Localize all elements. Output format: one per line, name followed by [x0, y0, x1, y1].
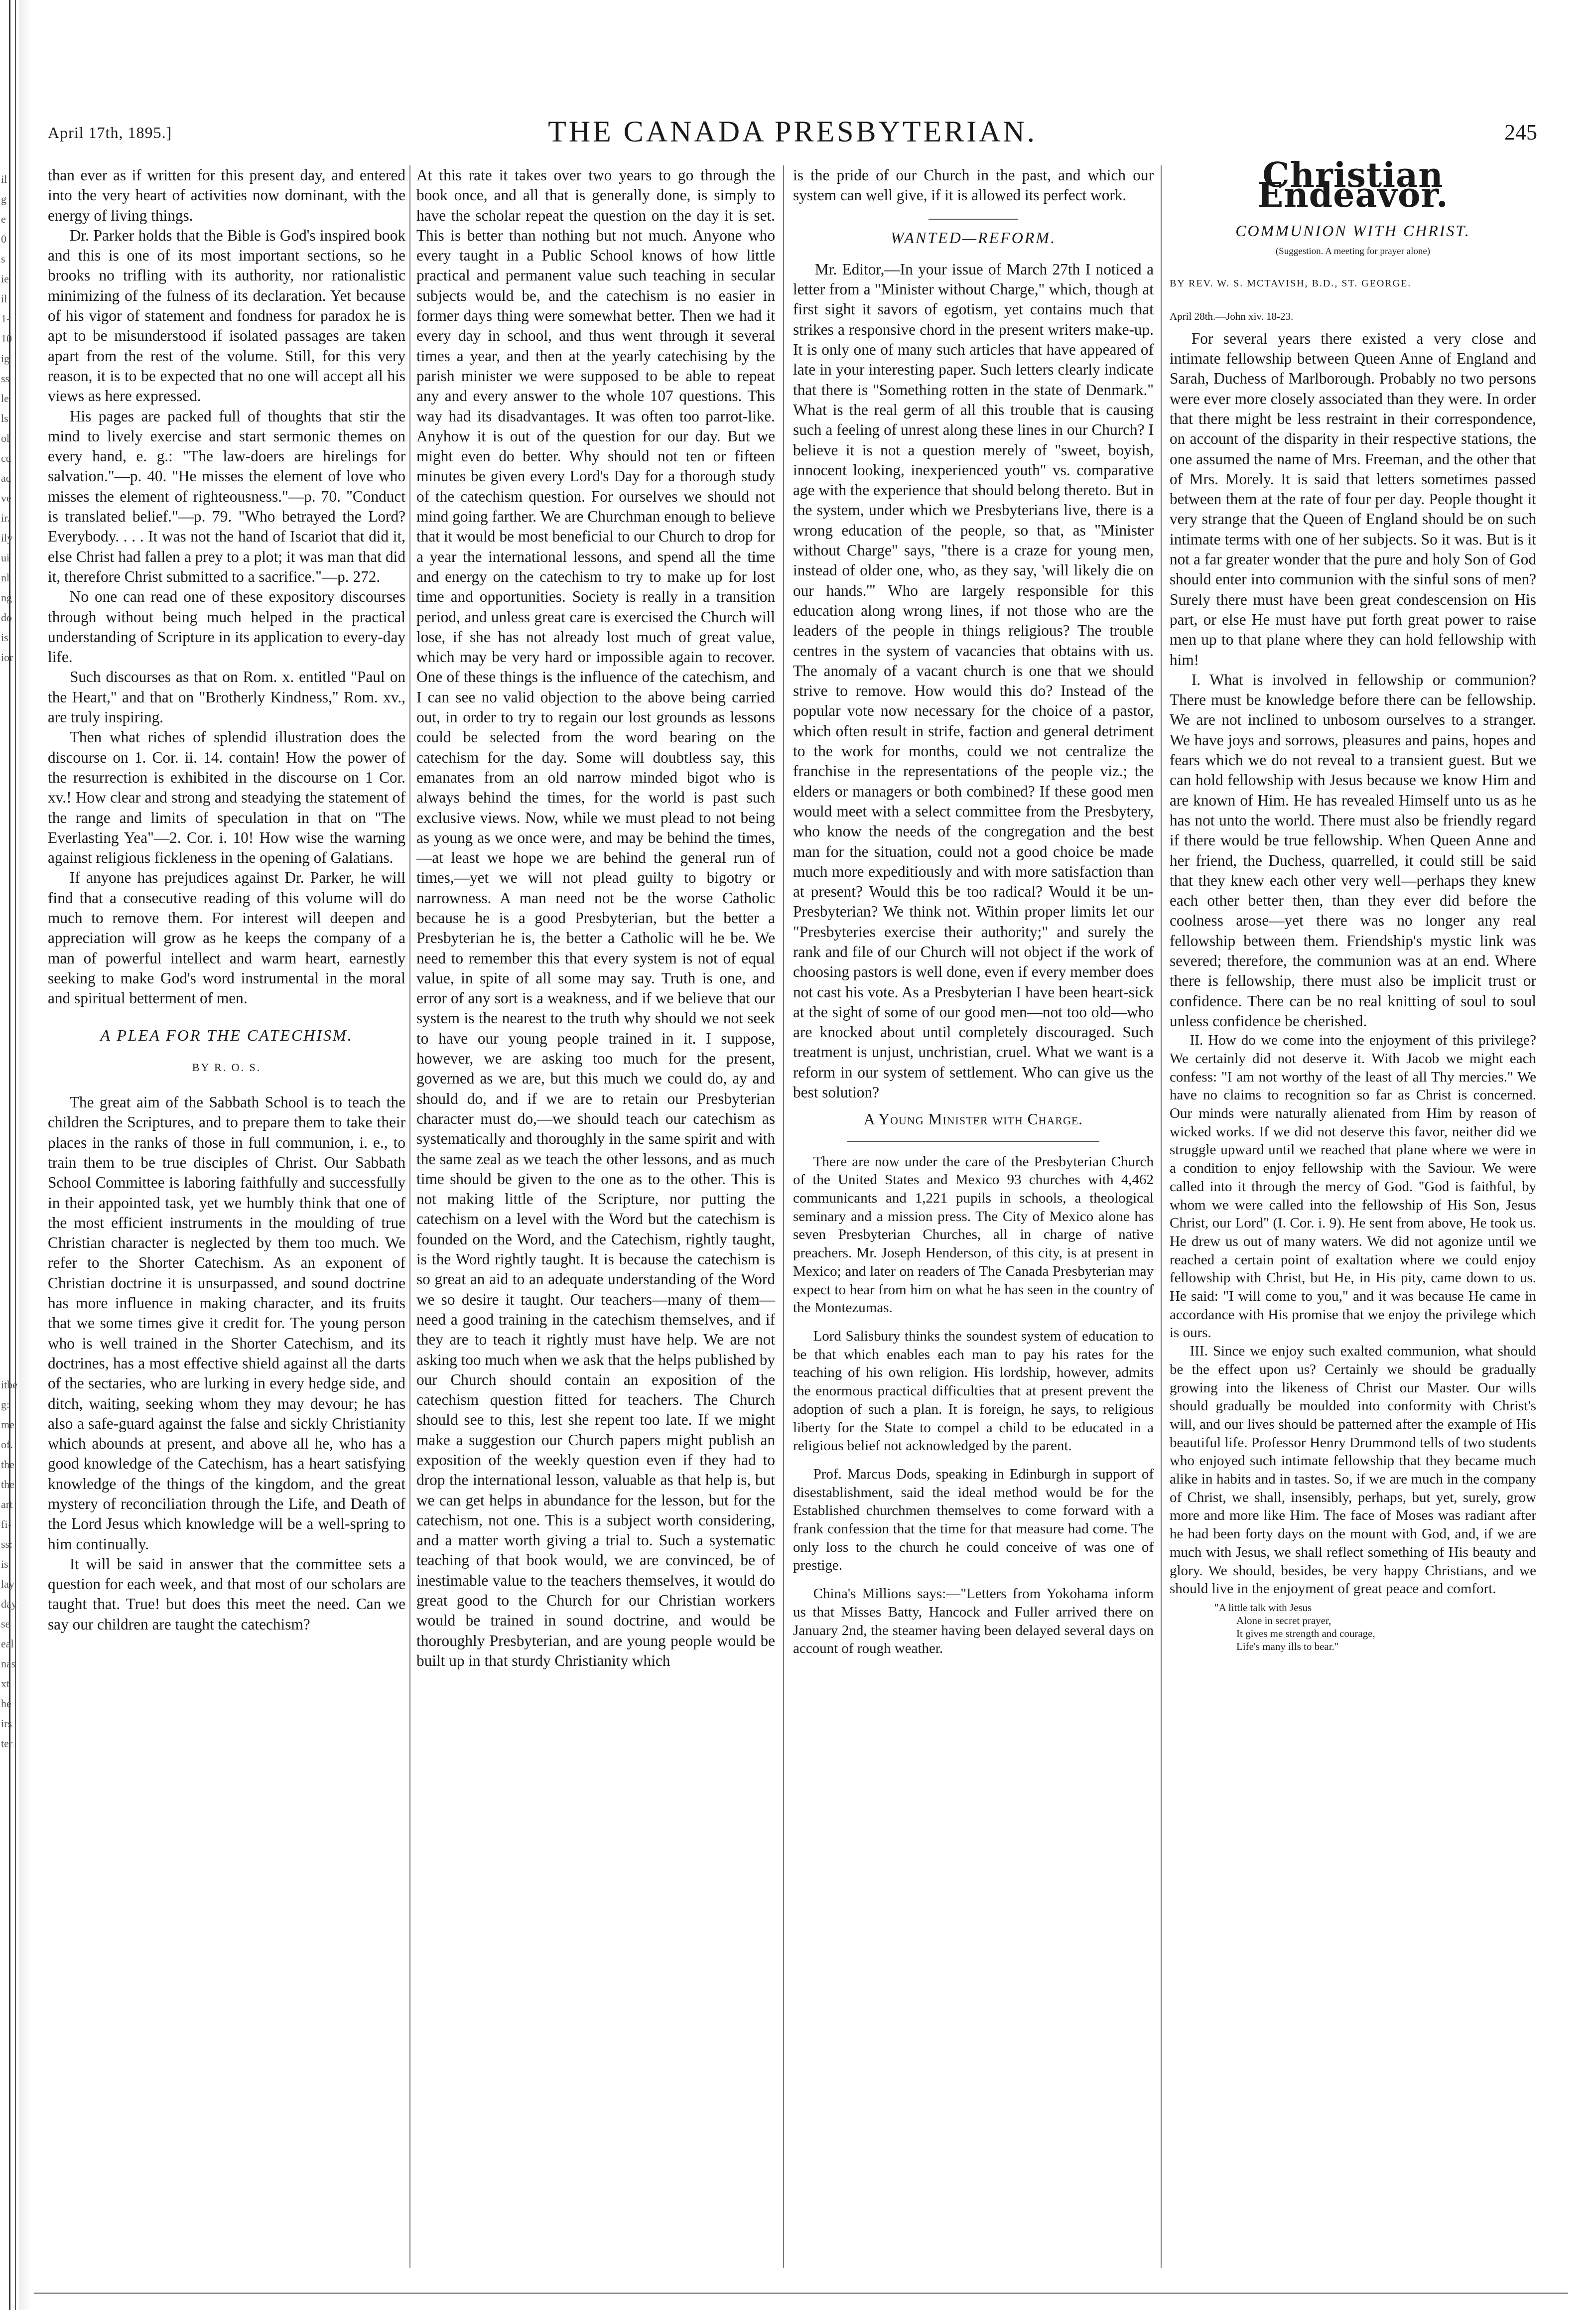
news-paragraph: There are now under the care of the Presbyterian Church of the United States and Mexico 93 churches with 4,462 communicants and 1,221 pupils in schools, a theological seminary and a mission press. The City of Mexico alone has seven Presbyterian Churches, all in charge of native preachers. Mr. Joseph Henderson, of this city, is at present in Mexico; and later on readers of The Canada Presbyterian may expect to hear from him on what he has seen in the country of the Montezumas. [793, 1153, 1154, 1316]
lesson-continued [1170, 1031, 1536, 1598]
paragraph: For several years there existed a very close and intimate fellowship between Queen Anne of England and Sarah, Duchess of Marlborough. Probably no two persons were ever more closely associated than they were. In order that there might be less restraint in their correspondence, on account of the disparity in their respective stations, the one assumed the name of Mrs. Freeman, and the other that of Mrs. Morely. It is said that letters sometimes passed between them at the rate of four per day. People thought it very strange that the Queen of England should be on such intimate terms with one of her subjects. So it was. But is it not a far greater wonder that the pure and holy Son of God should enter into communion with the sinful sons of men? Surely there must have been great condescension on His part, or else He must have put forth great power to raise men up to that plane where they can hold fellowship with him! [1170, 329, 1536, 669]
paragraph: is the pride of our Church in the past, and which our system can well give, if it is allowed its perfect work. [793, 166, 1154, 204]
column-2 [416, 165, 775, 1671]
lesson-byline: BY REV. W. S. MCTAVISH, B.D., ST. GEORGE. [1170, 278, 1412, 289]
article-heading: WANTED—REFORM. [890, 228, 1057, 247]
section-rule [847, 1141, 1100, 1142]
poem-line: It gives me strength and courage, [1236, 1627, 1375, 1639]
paragraph: It will be said in answer that the committee sets a question for each week, and that most of our scholars are taught that. True! but does this meet the need. Can we say our children are taught the catechism? [48, 1555, 405, 1633]
page-bottom-rule [34, 2293, 1568, 2294]
paragraph: Then what riches of splendid illustration does the discourse on 1. Cor. ii. 14. contain! How the power of the resurrection is exhibited in the discourse on 1 Cor. xv.! How clear and strong and steadying the statement of the range and limits of speculation in that on "The Everlasting Yea"—2. Cor. i. 10! How wise the warning against religious fickleness in the opening of Galatians. [48, 728, 405, 867]
paragraph: No one can read one of these expository discourses through without being much helped in the practical understanding of Scripture in its application to every-day life. [48, 588, 405, 666]
letter-signature: A Young Minister with Charge. [863, 1110, 1083, 1128]
column-divider [409, 165, 410, 2268]
column-4 [1170, 155, 1536, 1653]
paragraph: than ever as if written for this present day, and entered into the very heart of activities now dominant, with the energy of living things. [48, 166, 405, 224]
paragraph: Such discourses as that on Rom. x. entitled "Paul on the Heart," and that on "Brotherly Kindness," Rom. xv., are truly inspiring. [48, 668, 405, 726]
section-rule [929, 219, 1018, 220]
paragraph: His pages are packed full of thoughts that stir the mind to lively exercise and start sermonic themes on every hand, e. g.: "The law-doers are hirelings for salvation."—p. 40. "He misses the element of love who misses the element of righteousness."—p. 70. "Conduct is translated belief."—p. 79. "Who betrayed the Lord? Everybody. . . . It was not the hand of Iscariot that did it, else Christ had fallen a prey to a plot; it was man that did it, therefore Christ submitted to a sacrifice."—p. 272. [48, 407, 405, 585]
paragraph: III. Since we enjoy such exalted communion, what should be the effect upon us? Certainly we should be gradually growing into the likeness of Christ our Master. Our wills should gradually be moulded into conformity with Christ's will, and our lives should be patterned after the example of His beautiful life. Professor Henry Drummond tells of two students who enjoyed such intimate fellowship that they became much alike in habits and in tastes. So, if we are much in the company of Christ, we shall, insensibly, perhaps, but yet, surely, grow more and more like Him. The face of Moses was radiant after he had been forty days on the mount with God, and, if we are much with Jesus, we shall reflect something of His beauty and glory. We should, besides, be very happy Christians, and we should live in the enjoyment of great peace and comfort. [1170, 1343, 1536, 1597]
news-items [793, 1153, 1154, 1658]
page-binding [0, 0, 32, 2310]
poem-line: Life's many ills to bear." [1236, 1640, 1339, 1652]
page-number: 245 [1504, 120, 1537, 144]
lesson-date: April 28th.—John xiv. 18-23. [1170, 310, 1294, 323]
paragraph: Mr. Editor,—In your issue of March 27th I noticed a letter from a "Minister without Charge," which, though at first sight it savors of egotism, yet contains much that strikes a responsive chord in the present writers make-up. It is only one of many such articles that have appeared of late in your interesting paper. Such letters clearly indicate that there is "Something rotten in the state of Denmark." What is the real germ of all this trouble that is causing such a feeling of unrest along these lines in our Church? I believe it is not a question merely of "sweet, boyish, innocent looking, inexperienced youth" vs. comparative age with the experience that should belong thereto. But in the system, under which we Presbyterians live, there is a wrong education of the people, so that, as "Minister without Charge" says, "there is a craze for young men, instead of older one, who, as they say, 'will likely die on our hands.'" Who are largely responsible for this education along wrong lines, if not those who are the leaders of the people in things religious? The trouble centres in the system of vacancies that obtains with us. The anomaly of a vacant church is one that we should strive to remove. How would this do? Instead of the popular vote now necessary for the choice of a pastor, which often result in strife, faction and general detriment to the work for months, could we not centralize the franchise in the representations of the people viz.; the elders or managers or both combined? If these good men would meet with a select committee from the Presbytery, who know the needs of the congregation and the best man for the situation, could not a good choice be made much more expeditiously and with more satisfaction than at present? Would this be too radical? Would it be un-Presbyterian? We think not. Within proper limits let our "Presbyteries exercise their authority;" and surely the rank and file of our Church will not object if the work of choosing pastors is well done, even if every member does not cast his vote. As a Presbyterian I have been heart-sick at the sight of some of our good men—not too old—who are knocked about until completely discouraged. Such treatment is unjust, unchristian, cruel. What we want is a reform in our system of settlement. Who can give us the best solution? [793, 260, 1154, 1101]
column-3 [793, 165, 1154, 1658]
paragraph: The great aim of the Sabbath School is to teach the children the Scriptures, and to prepare them to take their places in the ranks of those in full communion, i. e., to train them to be true disciples of Christ. Our Sabbath School Committee is laboring faithfully and successfully in their appointed task, yet we humbly think that one of the most efficient instruments in the moulding of true Christian character is neglected by them too much. We refer to the Shorter Catechism. As an exponent of Christian doctrine it is unsurpassed, and sound doctrine has more influence in making character, and its fruits that we some times give it credit for. The young person who is well trained in the Shorter Catechism, and its doctrines, has a most effective shield against all the darts of the sectaries, who are lurking in every hedge side, and ditch, waiting, seeking whom they may devour; he has also a safe-guard against the false and sickly Christianity which abounds at present, and above all he, who has a good knowledge of the Catechism, has a heart satisfying knowledge of the things of the kingdom, and the great mystery of reconciliation through the Life, and Death of the Lord Jesus which knowledge will be a well-spring to him continually. [48, 1093, 405, 1553]
column-divider [783, 165, 784, 2268]
news-paragraph: China's Millions says:—"Letters from Yokohama inform us that Misses Batty, Hancock and Fuller arrived there on January 2nd, the steamer having been delayed several days on account of rough weather. [793, 1586, 1154, 1657]
paragraph: Dr. Parker holds that the Bible is God's inspired book and this is one of its most important sections, so he brooks no trifling with its authority, nor rationalistic minimizing of the fulness of its declaration. Yet because of his vigor of statement and fondness for paradox he is apt to be misunderstood if isolated passages are taken apart from the rest of the volume. Still, for this very reason, it is to be expected that no one will accept all his views as here expressed. [48, 226, 405, 405]
bleed-through-text-upper: il g e 0 s ie il 1- 10 ig ss le ls ol cd ad ve ir. ily ui nl ng do is ior [1, 173, 13, 664]
bleed-through-text-lower: itbe g: me of. the the art fi- ss: is lay day se eal nas xt he irs ter [1, 1378, 17, 1750]
issue-date: April 17th, 1895.] [48, 124, 172, 141]
lesson-note: (Suggestion. A meeting for prayer alone) [1275, 246, 1431, 257]
article-byline: BY R. O. S. [192, 1061, 262, 1074]
news-paragraph: Prof. Marcus Dods, speaking in Edinburgh in support of disestablishment, said the ideal method would be for the Established churchmen themselves to come forward with a frank confession that the time for that measure had come. The only loss to the church he could conceive of was one of prestige. [793, 1466, 1154, 1574]
news-paragraph: Lord Salisbury thinks the soundest system of education to be that which enables each man to pay his rates for the teaching of his own religion. His lordship, however, admits the enormous practical difficulties that at present prevent the adoption of such a plan. It is foreign, he says, to religious liberty for the State to compel a child to be educated in a religious belief not acknowledged by the parent. [793, 1328, 1154, 1454]
lesson-title: COMMUNION WITH CHRIST. [1235, 221, 1470, 240]
paragraph: At this rate it takes over two years to go through the book once, and all that is generally done, is simply to have the scholar repeat the question on the day it is set. This is better than nothing but not much. Anyone who every taught in a Public School knows of how little practical and permanent value such teaching in secular subjects would be, and the catechism is no easier in former days thing were somewhat better. Then we had it every day in school, and thus went through it several times a year, and then at the yearly catechising by the parish minister we were supposed to be able to repeat any and every answer to the whole 107 questions. This way had its disadvantages. It was often too parrot-like. Anyhow it is out of the question for our day. But we might even do better. Why should not ten or fifteen minutes be given every Lord's Day for a thorough study of the catechism question. For ourselves we should not mind going farther. We are Churchman enough to believe that it would be most beneficial to our Church to drop for a year the international lessons, and spend all the time and energy on the catechism to try to make up for lost time and opportunities. Society is really in a transition period, and unless great care is exercised the Church will lose, if she has not already lost much of great value, which may be very hard or impossible again to recover. One of these things is the influence of the catechism, and I can see no valid objection to the above being carried out, in order to try to regain our lost grounds as lessons could be selected from the word bearing on the catechism for the day. Some will doubtless say, this emanates from an old narrow minded bigot who is always behind the times, for the world is past such exclusive views. Now, while we must plead to not being as young as we once were, and may be behind the times,—at least we hope we are behind the general run of times,—yet we will not plead guilty to bigotry or narrowness. A man need not be the worse Catholic because he is a good Presbyterian, but the better a Presbyterian he is, the better a Catholic will he be. We need to remember this that every system is not of equal value, in spite of all some may say. Truth is one, and error of any sort is a weakness, and if we believe that our system is the nearest to the truth why should we not seek to have our young people trained in it. I suppose, however, we are asking too much for the present, governed as we are, but this much we could do, ay and should do, and if we are to retain our Presbyterian character must do,—we should teach our catechism as systematically and thoroughly in the same spirit and with the same zeal as we teach the other lessons, and as much time should be given to the one as to the other. This is not making little of the Scripture, nor putting the catechism on a level with the Word but the catechism is founded on the Word, and the Catechism, rightly taught, is the Word rightly taught. It is because the catechism is so great an aid to an adequate understanding of the Word we so desire it taught. Our teachers—many of them—need a good training in the catechism themselves, and if they are to teach it rightly must have help. We are not asking too much when we ask that the helps published by our Church should contain an exposition of the catechism question fitted for teachers. The Church should see to this, lest she repent too late. If we might make a suggestion our Church papers might publish an exposition of the weekly question even if they had to drop the international lesson, valuable as that help is, but we can get helps in abundance for the lesson, but for the catechism, not one. This is a subject worth considering, and a matter worth giving a trial to. Such a systematic teaching of that book would, we are convinced, be of inestimable value to the teachers themselves, it would do great good to the Church for our Christian workers would be trained in sound doctrine, and would be thoroughly Presbyterian, and are young people would be built up in that sturdy Christianity which [416, 166, 775, 1669]
poem-line: "A little talk with Jesus [1214, 1601, 1312, 1614]
column-divider [1161, 165, 1162, 2268]
page-header [48, 115, 1537, 159]
department-title: Christian Endeavor. [1257, 155, 1449, 216]
paragraph: II. How do we come into the enjoyment of this privilege? We certainly did not deserve it. With Jacob we might each confess: "I am not worthy of the least of all Thy mercies." We have no claims to recognition so far as Christ is concerned. Our minds were naturally alienated from Him by reason of wicked works. If we did not deserve this favor, neither did we struggle upward until we reached that plane where we were in a condition to enjoy fellowship with the Saviour. We were called into it through the mercy of God. "God is faithful, by whom we were called into the fellowship of His Son, Jesus Christ, our Lord" (I. Cor. i. 9). He sent from above, He took us. He drew us out of many waters. We did not agonize until we reached a certain point of exaltation where we could enjoy fellowship with Christ, but He, in His pity, came down to us. He said: "I will come to you," and it was because He came in accordance with His promise that we enjoy the privilege which is ours. [1170, 1032, 1536, 1341]
article-heading: A PLEA FOR THE CATECHISM. [100, 1026, 353, 1045]
paragraph: If anyone has prejudices against Dr. Parker, he will find that a consecutive reading of this volume will do much to remove them. For interest will deepen and appreciation will grow as he keeps the company of a man of powerful intellect and warm heart, earnestly seeking to make God's word instrumental in the moral and spiritual betterment of men. [48, 869, 405, 1007]
masthead-title: THE CANADA PRESBYTERIAN. [548, 115, 1037, 148]
poem-quote [1214, 1601, 1536, 1653]
poem-line: Alone in secret prayer, [1236, 1614, 1331, 1627]
column-1 [48, 165, 405, 1634]
paragraph: I. What is involved in fellowship or communion? There must be knowledge before there can be fellowship. We are not inclined to unbosom ourselves to a stranger. We have joys and sorrows, pleasures and pains, hopes and fears which we do not reveal to a transient guest. But we can hold fellowship with Jesus because we know Him and are known of Him. He has revealed Himself unto us as he has not unto the world. There must also be friendly regard if there would be true fellowship. When Queen Anne and her friend, the Duchess, quarrelled, it could still be said that they knew each other very well—perhaps they knew each other better then, than they ever did before the coolness arose—yet there was no longer any real fellowship between them. Friendship's mystic link was severed; therefore, the communion was at an end. Where there is fellowship, there must also be implicit trust or confidence. There can be no real knitting of soul to soul unless confidence be cherished. [1170, 671, 1536, 1030]
